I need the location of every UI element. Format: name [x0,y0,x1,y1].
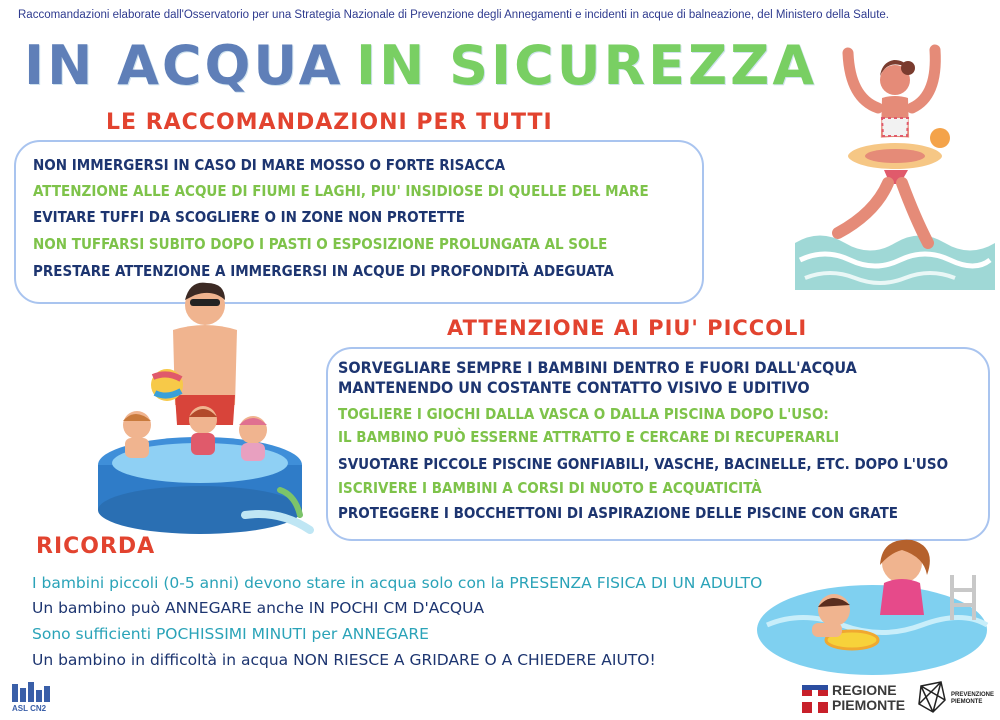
woman-running-illustration [790,38,995,298]
network-polygon-icon [915,678,949,716]
tip-corsi-nuoto: ISCRIVERE I BAMBINI A CORSI DI NUOTO E ACQUATICITÀ [338,479,762,497]
heading-ricorda: RICORDA [36,534,156,559]
regione-piemonte-logo [802,682,906,715]
tip-fiumi-laghi: ATTENZIONE ALLE ACQUE DI FIUMI E LAGHI, PIU' INSIDIOSE DI QUELLE DEL MARE [33,182,649,200]
remember-line-pochi-cm: Un bambino può ANNEGARE anche IN POCHI CM D'ACQUA [32,599,485,617]
tip-bocchettoni: PROTEGGERE I BOCCHETTONI DI ASPIRAZIONE DELLE PISCINE CON GRATE [338,504,899,522]
asl-cn2-label: ASL CN2 [12,704,47,713]
tip-togliere-giochi: TOGLIERE I GIOCHI DALLA VASCA O DALLA PISCINA DOPO L'USO: [338,405,829,423]
tip-tuffi-scogliere: EVITARE TUFFI DA SCOGLIERE O IN ZONE NON PROTETTE [33,208,465,226]
tip-profondita: PRESTARE ATTENZIONE A IMMERGERSI IN ACQUE DI PROFONDITÀ ADEGUATA [33,262,614,280]
asl-cn2-logo [8,680,58,714]
tip-contatto-visivo: MANTENENDO UN COSTANTE CONTATTO VISIVO E UDITIVO [338,378,810,397]
family-pool-illustration [95,275,315,540]
heading-piu-piccoli: ATTENZIONE AI PIU' PICCOLI [447,316,808,340]
piedmont-crest-icon [802,685,828,713]
title-in-sicurezza: IN SICUREZZA [356,34,818,97]
remember-line-adulto: I bambini piccoli (0-5 anni) devono stare in acqua solo con la PRESENZA FISICA DI UN ADULTO [32,574,763,592]
piemonte-small-label: PIEMONTE [951,699,983,705]
children-pool-illustration [752,535,992,680]
prevenzione-label: PREVENZIONE [951,692,995,698]
title-in-acqua: IN ACQUA [24,34,344,97]
tip-attratto: IL BAMBINO PUÒ ESSERNE ATTRATTO E CERCARE DI RECUPERARLI [338,428,840,446]
remember-line-gridare: Un bambino in difficoltà in acqua NON RIESCE A GRIDARE O A CHIEDERE AIUTO! [32,651,656,669]
source-note: Raccomandazioni elaborate dall'Osservatorio per una Strategia Nazionale di Prevenzione degli Annegamenti e incidenti in acque di balneazione, del Ministero della Salute. [18,9,889,21]
prevenzione-piemonte-logo [915,678,997,718]
remember-line-minuti: Sono sufficienti POCHISSIMI MINUTI per ANNEGARE [32,625,429,643]
tip-svuotare-piscine: SVUOTARE PICCOLE PISCINE GONFIABILI, VASCHE, BACINELLE, ETC. DOPO L'USO [338,455,949,473]
tip-sorvegliare: SORVEGLIARE SEMPRE I BAMBINI DENTRO E FUORI DALL'ACQUA [338,358,857,377]
heading-raccomandazioni-tutti: LE RACCOMANDAZIONI PER TUTTI [106,110,553,135]
tip-mare-mosso: NON IMMERGERSI IN CASO DI MARE MOSSO O FORTE RISACCA [33,156,506,174]
regione-label: REGIONE [832,682,897,698]
tip-dopo-pasti: NON TUFFARSI SUBITO DOPO I PASTI O ESPOSIZIONE PROLUNGATA AL SOLE [33,235,608,253]
piemonte-label: PIEMONTE [832,697,906,713]
